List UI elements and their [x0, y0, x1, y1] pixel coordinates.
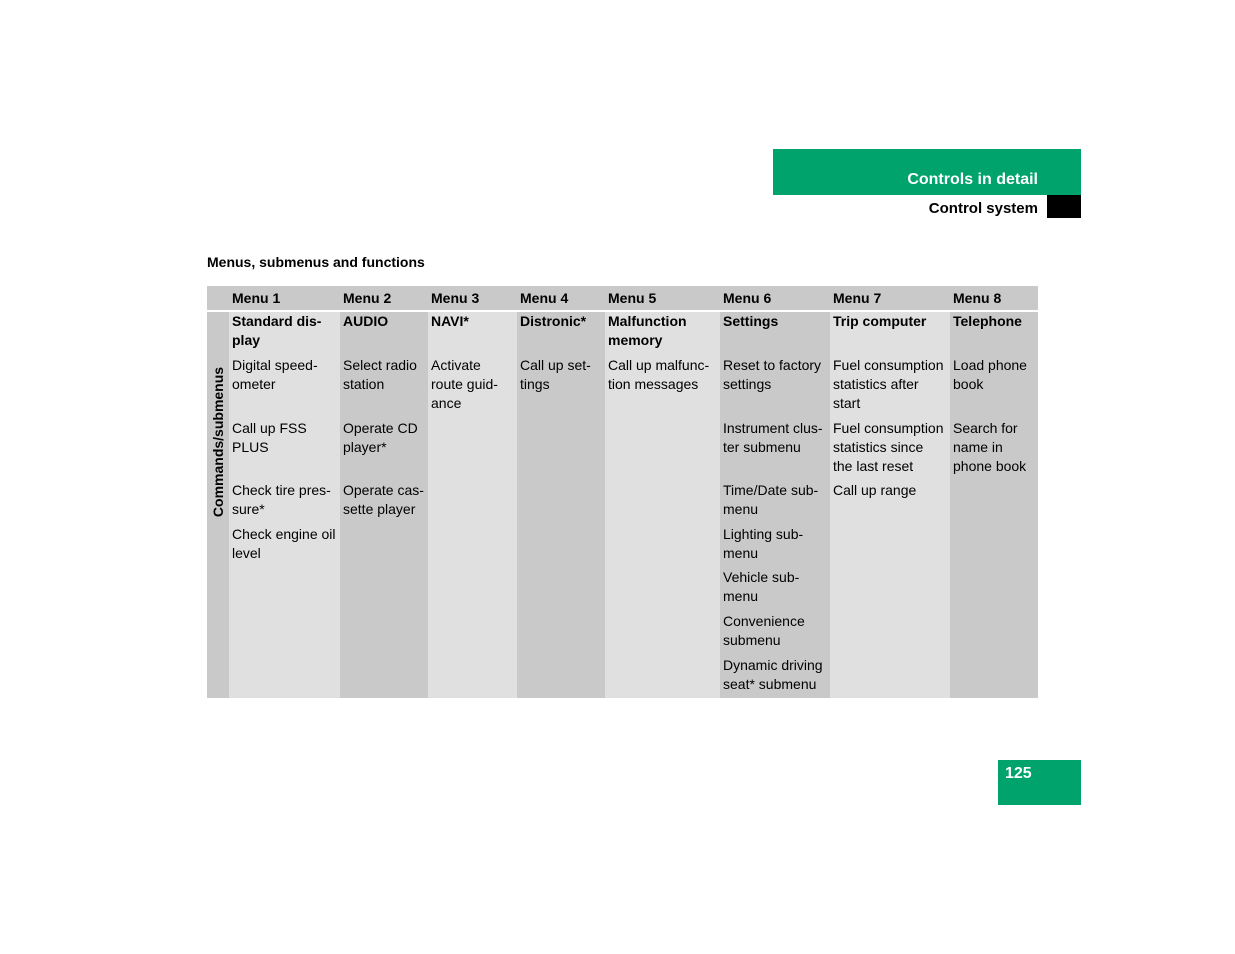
subsection-title: Control system	[928, 200, 1038, 217]
column-header: Menu 3	[431, 290, 480, 306]
menu-item: Operate cas- sette player	[343, 482, 424, 517]
page-number-tab	[998, 760, 1081, 805]
menu-item: Operate CD player*	[343, 420, 418, 455]
table-header-row	[207, 286, 1038, 310]
menu-item: Select radio station	[343, 357, 417, 392]
menu-item: Vehicle sub- menu	[723, 569, 800, 604]
menu-name: Settings	[723, 313, 779, 329]
menu-item: Time/Date sub- menu	[723, 482, 819, 517]
menu-item: Call up range	[833, 482, 917, 498]
menu-name: Telephone	[953, 313, 1022, 329]
menu-name: Malfunction memory	[608, 313, 687, 348]
menu-item: Fuel consumption statistics after start	[833, 357, 944, 411]
page-number: 125	[1005, 765, 1032, 782]
row-label-column	[207, 312, 229, 698]
menu-name: Standard dis- play	[232, 313, 322, 348]
page-title: Menus, submenus and functions	[207, 254, 425, 270]
column-header: Menu 4	[520, 290, 569, 306]
column-header: Menu 2	[343, 290, 392, 306]
column-header: Menu 1	[232, 290, 281, 306]
column-header: Menu 7	[833, 290, 882, 306]
menu-item: Load phone book	[953, 357, 1027, 392]
column-header: Menu 6	[723, 290, 772, 306]
menu-item: Digital speed- ometer	[232, 357, 318, 392]
row-label: Commands/submenus	[210, 366, 226, 518]
menu-item: Lighting sub- menu	[723, 526, 804, 561]
menu-item: Activate route guid- ance	[431, 357, 498, 411]
menu-item: Call up FSS PLUS	[232, 420, 307, 455]
menu-item: Reset to factory settings	[723, 357, 822, 392]
menu-name: Trip computer	[833, 313, 927, 329]
menu-item: Call up set- tings	[520, 357, 591, 392]
menu-item: Convenience submenu	[723, 613, 805, 648]
menu-item: Check engine oil level	[232, 526, 336, 561]
menu-name: Distronic*	[520, 313, 587, 329]
menu-name: NAVI*	[431, 313, 469, 329]
column-header: Menu 8	[953, 290, 1002, 306]
section-header-bar	[773, 149, 1081, 195]
menu-name: AUDIO	[343, 313, 389, 329]
column-header: Menu 5	[608, 290, 657, 306]
menu-item: Check tire pres- sure*	[232, 482, 331, 517]
menu-item: Search for name in phone book	[953, 420, 1027, 474]
header-marker-block	[1047, 195, 1081, 218]
menu-item: Dynamic driving seat* submenu	[723, 657, 823, 692]
menu-item: Fuel consumption statistics since the last reset	[833, 420, 944, 474]
section-title: Controls in detail	[907, 171, 1038, 188]
menu-item: Instrument clus- ter submenu	[723, 420, 823, 455]
menu-table	[207, 286, 1038, 698]
menu-item: Call up malfunc- tion messages	[608, 357, 710, 392]
